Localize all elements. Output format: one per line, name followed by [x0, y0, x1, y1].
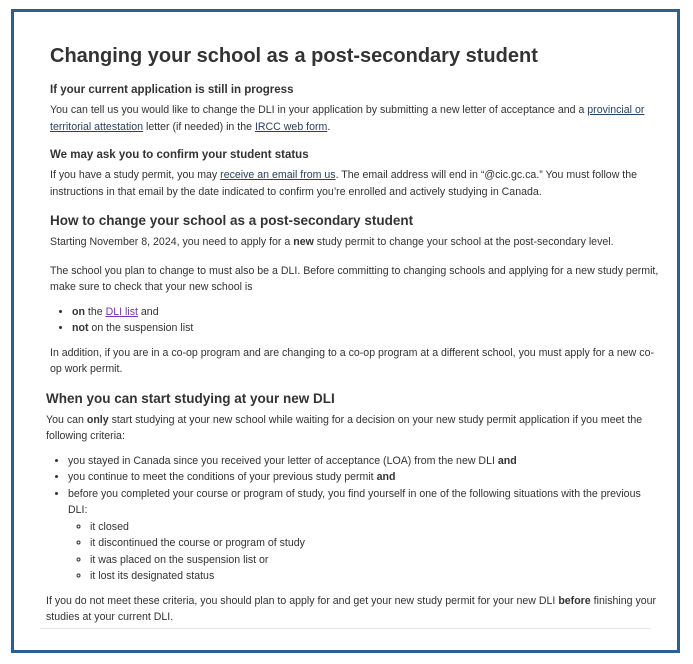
list-item: ◦ it lost its designated status — [90, 568, 660, 585]
how-to-change-paragraph-1: Starting November 8, 2024, you need to apply for a new study permit to change your school at the post-secondary level. — [50, 236, 614, 248]
list-item: • you continue to meet the conditions of your previous study permit and — [68, 469, 660, 486]
criteria-list — [46, 453, 660, 585]
section-heading-start-studying: When you can start studying at your new DLI — [46, 390, 335, 406]
confirm-status-paragraph: If you have a study permit, you may receive an email from us. The email address will end in “@cic.gc.ca.” You must follow the instructions in that email by the date indicated to confirm you’re enrolled and actively studying in Canada. — [50, 169, 638, 198]
section-heading-how-to-change: How to change your school as a post-secondary student — [50, 213, 414, 228]
section-heading-confirm-status: We may ask you to confirm your student status — [50, 149, 309, 161]
situations-list — [68, 519, 660, 585]
list-item: • on the DLI list and — [72, 304, 660, 321]
ircc-web-form-link[interactable]: IRCC web form — [254, 120, 328, 133]
section-start-studying — [46, 390, 660, 626]
receive-email-link[interactable]: receive an email from us — [220, 169, 336, 181]
main-content — [46, 44, 660, 638]
dli-list-link[interactable]: DLI list — [105, 305, 138, 318]
school-check-list — [50, 304, 660, 337]
list-item: ◦ it discontinued the course or program of study — [90, 535, 660, 552]
page-frame — [11, 9, 680, 653]
in-progress-paragraph: You can tell us you would like to change the DLI in your application by submitting a new letter of acceptance and a provincial or territorial attestation letter (if needed) in the IRCC web form. — [50, 104, 645, 133]
how-to-change-paragraph-3: In addition, if you are in a co-op program and are changing to a co-op program at a different school, you must apply for a new co-op work permit. — [50, 346, 654, 375]
attestation-link[interactable]: provincial or territorial attestation — [50, 104, 645, 133]
list-item: ◦ it closed — [90, 519, 660, 536]
list-item: ◦ it was placed on the suspension list or — [90, 552, 660, 569]
list-item: • you stayed in Canada since you received your letter of acceptance (LOA) from the new DLI and — [68, 453, 660, 470]
list-item: • not on the suspension list — [72, 320, 660, 337]
list-item: • before you completed your course or program of study, you find yourself in one of the following situations with the previous DLI: ◦ it closed ◦ it discontinued the course or program of study ◦ it was placed on the suspension list or ◦ it lost its designated status — [68, 486, 660, 585]
how-to-change-paragraph-2: The school you plan to change to must also be a DLI. Before committing to changing schools and applying for a new study permit, make sure to check that your new school is — [50, 264, 659, 293]
start-studying-paragraph-1: You can only start studying at your new school while waiting for a decision on your new study permit application if you meet the following criteria: — [46, 413, 643, 442]
section-heading-in-progress: If your current application is still in progress — [50, 84, 294, 96]
page-title: Changing your school as a post-secondary student — [50, 45, 538, 67]
start-studying-paragraph-2: If you do not meet these criteria, you should plan to apply for and get your new study permit for your new DLI before finishing your studies at your current DLI. — [46, 594, 657, 623]
